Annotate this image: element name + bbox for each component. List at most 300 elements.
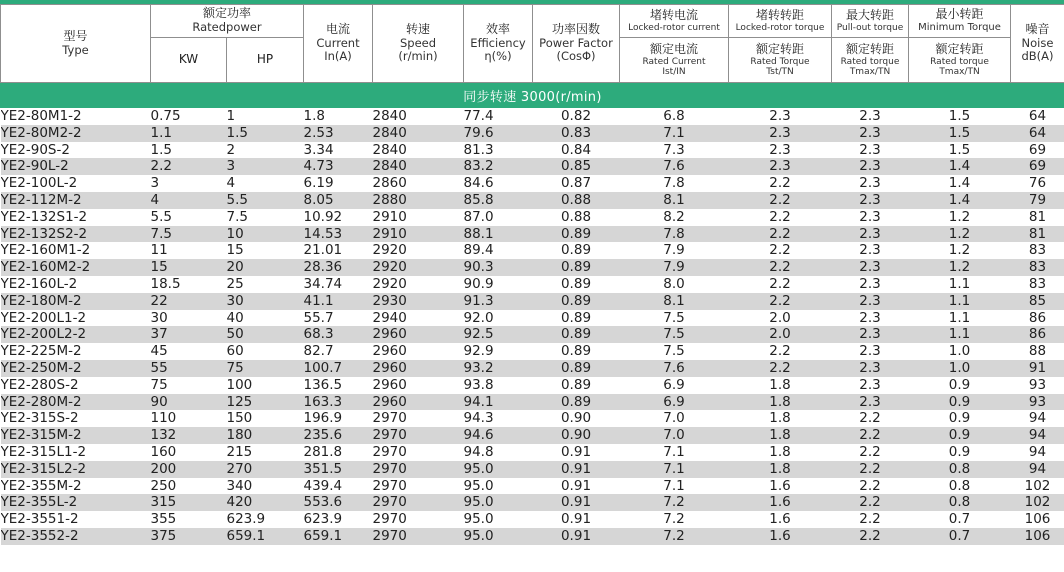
cell-tmin-tn: 0.9: [909, 377, 1011, 394]
cell-ist-in: 7.2: [620, 511, 729, 528]
header-locked-current: [620, 5, 729, 38]
cell-speed: 2910: [373, 209, 464, 226]
cell-power-factor: 0.89: [533, 343, 620, 360]
cell-tmin-tn: 0.7: [909, 528, 1011, 545]
cell-tmin-tn: 0.8: [909, 478, 1011, 495]
cell-power-factor: 0.88: [533, 209, 620, 226]
cell-ist-in: 7.5: [620, 343, 729, 360]
cell-current: 41.1: [304, 293, 373, 310]
cell-ist-in: 8.0: [620, 276, 729, 293]
cell-kw: 110: [151, 410, 227, 427]
cell-kw: 18.5: [151, 276, 227, 293]
cell-noise: 88: [1011, 343, 1064, 360]
cell-hp: 180: [227, 427, 304, 444]
cell-hp: 1: [227, 108, 304, 125]
cell-efficiency: 92.0: [464, 310, 533, 327]
header-max-torque: [832, 5, 909, 38]
cell-efficiency: 93.2: [464, 360, 533, 377]
cell-efficiency: 88.1: [464, 226, 533, 243]
cell-power-factor: 0.89: [533, 310, 620, 327]
cell-efficiency: 95.0: [464, 528, 533, 545]
cell-kw: 250: [151, 478, 227, 495]
cell-tmin-tn: 1.2: [909, 209, 1011, 226]
cell-hp: 420: [227, 494, 304, 511]
header-min-torque-zh: 最小转距: [935, 7, 984, 22]
table-row: [1, 209, 1064, 226]
cell-efficiency: 90.3: [464, 259, 533, 276]
cell-current: 82.7: [304, 343, 373, 360]
header-efficiency-zh: 效率: [485, 22, 510, 37]
cell-tst-tn: 2.2: [729, 242, 832, 259]
cell-speed: 2840: [373, 108, 464, 125]
cell-current: 34.74: [304, 276, 373, 293]
cell-type: YE2-90S-2: [1, 142, 151, 159]
cell-current: 2.53: [304, 125, 373, 142]
cell-ist-in: 6.9: [620, 394, 729, 411]
cell-efficiency: 92.9: [464, 343, 533, 360]
cell-power-factor: 0.83: [533, 125, 620, 142]
cell-type: YE2-132S1-2: [1, 209, 151, 226]
cell-hp: 60: [227, 343, 304, 360]
cell-tmin-tn: 0.8: [909, 461, 1011, 478]
header-rated-current-zh: 额定电流: [649, 41, 698, 56]
cell-kw: 15: [151, 259, 227, 276]
cell-ist-in: 7.6: [620, 158, 729, 175]
cell-ist-in: 7.8: [620, 175, 729, 192]
cell-hp: 7.5: [227, 209, 304, 226]
cell-kw: 1.5: [151, 142, 227, 159]
cell-power-factor: 0.89: [533, 259, 620, 276]
cell-noise: 76: [1011, 175, 1064, 192]
cell-type: YE2-225M-2: [1, 343, 151, 360]
cell-hp: 20: [227, 259, 304, 276]
table-row: [1, 125, 1064, 142]
table-row: [1, 108, 1064, 125]
table-row: [1, 326, 1064, 343]
cell-type: YE2-90L-2: [1, 158, 151, 175]
cell-efficiency: 89.4: [464, 242, 533, 259]
table-row: [1, 528, 1064, 545]
cell-power-factor: 0.89: [533, 326, 620, 343]
table-row: [1, 410, 1064, 427]
cell-tmin-tn: 0.9: [909, 444, 1011, 461]
cell-noise: 91: [1011, 360, 1064, 377]
cell-power-factor: 0.89: [533, 276, 620, 293]
cell-tmax-tn: 2.3: [832, 158, 909, 175]
cell-ist-in: 8.1: [620, 293, 729, 310]
cell-type: YE2-200L2-2: [1, 326, 151, 343]
header-ratedpower-zh: 额定功率: [202, 6, 251, 21]
cell-power-factor: 0.91: [533, 478, 620, 495]
cell-kw: 355: [151, 511, 227, 528]
cell-ist-in: 7.8: [620, 226, 729, 243]
cell-power-factor: 0.89: [533, 360, 620, 377]
header-min-torque-en: Minimum Torque: [918, 22, 1001, 34]
cell-tst-tn: 2.2: [729, 192, 832, 209]
cell-efficiency: 95.0: [464, 494, 533, 511]
cell-current: 351.5: [304, 461, 373, 478]
cell-tst-tn: 1.8: [729, 427, 832, 444]
header-max-torque-en: Pull-out torque: [836, 22, 904, 33]
cell-noise: 93: [1011, 394, 1064, 411]
header-min-torque: [909, 5, 1011, 38]
table-row: [1, 343, 1064, 360]
cell-current: 10.92: [304, 209, 373, 226]
cell-type: YE2-160M2-2: [1, 259, 151, 276]
cell-speed: 2960: [373, 377, 464, 394]
cell-noise: 79: [1011, 192, 1064, 209]
header-locked-current-en: Locked-rotor current: [628, 22, 720, 33]
cell-tst-tn: 2.2: [729, 276, 832, 293]
header-rated-torque-tst-en: Rated Torque: [750, 56, 810, 67]
header-locked-torque: [729, 5, 832, 38]
header-rated-torque-tst-zh: 额定转距: [755, 41, 804, 56]
cell-hp: 659.1: [227, 528, 304, 545]
cell-tmin-tn: 0.7: [909, 511, 1011, 528]
cell-noise: 83: [1011, 259, 1064, 276]
cell-power-factor: 0.89: [533, 293, 620, 310]
cell-current: 14.53: [304, 226, 373, 243]
cell-tmax-tn: 2.3: [832, 242, 909, 259]
cell-tst-tn: 1.6: [729, 528, 832, 545]
header-noise-en: Noise: [1021, 36, 1054, 51]
cell-current: 100.7: [304, 360, 373, 377]
cell-power-factor: 0.82: [533, 108, 620, 125]
cell-ist-in: 7.1: [620, 444, 729, 461]
header-rated-current: [620, 38, 729, 83]
cell-efficiency: 91.3: [464, 293, 533, 310]
cell-noise: 86: [1011, 310, 1064, 327]
table-row: [1, 293, 1064, 310]
cell-tmin-tn: 0.9: [909, 410, 1011, 427]
cell-noise: 106: [1011, 528, 1064, 545]
cell-efficiency: 79.6: [464, 125, 533, 142]
cell-noise: 106: [1011, 511, 1064, 528]
cell-power-factor: 0.89: [533, 226, 620, 243]
cell-kw: 7.5: [151, 226, 227, 243]
cell-noise: 93: [1011, 377, 1064, 394]
cell-current: 21.01: [304, 242, 373, 259]
cell-type: YE2-315S-2: [1, 410, 151, 427]
table-row: [1, 427, 1064, 444]
cell-power-factor: 0.91: [533, 444, 620, 461]
cell-efficiency: 94.8: [464, 444, 533, 461]
cell-noise: 83: [1011, 242, 1064, 259]
cell-kw: 375: [151, 528, 227, 545]
cell-current: 1.8: [304, 108, 373, 125]
cell-current: 3.34: [304, 142, 373, 159]
cell-hp: 2: [227, 142, 304, 159]
cell-noise: 64: [1011, 125, 1064, 142]
header-hp: HP: [227, 38, 304, 83]
cell-current: 8.05: [304, 192, 373, 209]
cell-tmax-tn: 2.3: [832, 175, 909, 192]
cell-tmax-tn: 2.3: [832, 310, 909, 327]
cell-kw: 2.2: [151, 158, 227, 175]
cell-speed: 2970: [373, 528, 464, 545]
cell-kw: 90: [151, 394, 227, 411]
header-rated-torque-tmin: [909, 38, 1011, 83]
cell-tst-tn: 1.6: [729, 494, 832, 511]
cell-hp: 125: [227, 394, 304, 411]
table-row: [1, 242, 1064, 259]
cell-efficiency: 81.3: [464, 142, 533, 159]
cell-efficiency: 94.3: [464, 410, 533, 427]
cell-ist-in: 7.2: [620, 494, 729, 511]
cell-noise: 94: [1011, 444, 1064, 461]
cell-hp: 5.5: [227, 192, 304, 209]
cell-tmax-tn: 2.2: [832, 478, 909, 495]
header-type-en: Type: [62, 42, 89, 57]
cell-efficiency: 94.1: [464, 394, 533, 411]
cell-hp: 100: [227, 377, 304, 394]
cell-power-factor: 0.84: [533, 142, 620, 159]
cell-ist-in: 7.3: [620, 142, 729, 159]
cell-tmax-tn: 2.2: [832, 494, 909, 511]
cell-tmin-tn: 1.5: [909, 142, 1011, 159]
cell-kw: 75: [151, 377, 227, 394]
cell-tmin-tn: 1.0: [909, 343, 1011, 360]
cell-tmin-tn: 1.1: [909, 326, 1011, 343]
cell-tst-tn: 1.8: [729, 461, 832, 478]
cell-tst-tn: 2.0: [729, 310, 832, 327]
cell-efficiency: 85.8: [464, 192, 533, 209]
cell-speed: 2840: [373, 158, 464, 175]
table-row: [1, 142, 1064, 159]
cell-power-factor: 0.89: [533, 377, 620, 394]
cell-speed: 2920: [373, 259, 464, 276]
cell-efficiency: 87.0: [464, 209, 533, 226]
cell-tst-tn: 2.3: [729, 142, 832, 159]
cell-current: 136.5: [304, 377, 373, 394]
cell-noise: 94: [1011, 410, 1064, 427]
header-rated-torque-tst-unit: Tst/TN: [766, 66, 794, 77]
cell-noise: 69: [1011, 158, 1064, 175]
cell-kw: 30: [151, 310, 227, 327]
cell-kw: 200: [151, 461, 227, 478]
cell-power-factor: 0.85: [533, 158, 620, 175]
cell-type: YE2-315L2-2: [1, 461, 151, 478]
cell-ist-in: 7.9: [620, 242, 729, 259]
cell-kw: 132: [151, 427, 227, 444]
header-noise-zh: 噪音: [1025, 22, 1050, 37]
header-ratedpower-en: Ratedpower: [192, 20, 262, 35]
table-row: [1, 461, 1064, 478]
cell-hp: 30: [227, 293, 304, 310]
cell-tmax-tn: 2.3: [832, 125, 909, 142]
cell-speed: 2920: [373, 242, 464, 259]
cell-tmin-tn: 0.9: [909, 427, 1011, 444]
cell-tmax-tn: 2.3: [832, 142, 909, 159]
header-locked-torque-zh: 堵转转距: [755, 7, 804, 22]
header-power-factor: [533, 5, 620, 83]
cell-type: YE2-280M-2: [1, 394, 151, 411]
cell-efficiency: 77.4: [464, 108, 533, 125]
cell-current: 196.9: [304, 410, 373, 427]
cell-hp: 1.5: [227, 125, 304, 142]
header-type: [1, 5, 151, 83]
header-type-zh: 型号: [63, 28, 88, 43]
cell-tst-tn: 1.8: [729, 444, 832, 461]
table-row: [1, 377, 1064, 394]
cell-kw: 0.75: [151, 108, 227, 125]
cell-tmax-tn: 2.3: [832, 192, 909, 209]
header-rated-current-en: Rated Current: [642, 56, 706, 67]
cell-speed: 2970: [373, 427, 464, 444]
cell-ist-in: 8.1: [620, 192, 729, 209]
cell-type: YE2-200L1-2: [1, 310, 151, 327]
cell-ist-in: 6.8: [620, 108, 729, 125]
cell-noise: 86: [1011, 326, 1064, 343]
cell-noise: 102: [1011, 478, 1064, 495]
cell-current: 235.6: [304, 427, 373, 444]
cell-kw: 1.1: [151, 125, 227, 142]
cell-kw: 4: [151, 192, 227, 209]
cell-ist-in: 7.9: [620, 259, 729, 276]
cell-tst-tn: 2.2: [729, 293, 832, 310]
table-row: [1, 226, 1064, 243]
cell-efficiency: 95.0: [464, 478, 533, 495]
header-noise: [1011, 5, 1064, 83]
cell-speed: 2860: [373, 175, 464, 192]
cell-tmin-tn: 1.4: [909, 158, 1011, 175]
header-speed: [373, 5, 464, 83]
cell-tmax-tn: 2.2: [832, 410, 909, 427]
cell-speed: 2840: [373, 142, 464, 159]
cell-current: 6.19: [304, 175, 373, 192]
cell-power-factor: 0.90: [533, 427, 620, 444]
cell-kw: 11: [151, 242, 227, 259]
header-rated-torque-tst: [729, 38, 832, 83]
cell-tst-tn: 2.3: [729, 158, 832, 175]
cell-current: 68.3: [304, 326, 373, 343]
table-row: [1, 175, 1064, 192]
cell-tst-tn: 1.8: [729, 410, 832, 427]
cell-kw: 315: [151, 494, 227, 511]
cell-tst-tn: 2.3: [729, 108, 832, 125]
cell-power-factor: 0.91: [533, 461, 620, 478]
cell-hp: 25: [227, 276, 304, 293]
motor-spec-table: [0, 4, 1064, 545]
cell-tmin-tn: 1.1: [909, 276, 1011, 293]
cell-speed: 2910: [373, 226, 464, 243]
cell-ist-in: 7.6: [620, 360, 729, 377]
cell-tmin-tn: 1.2: [909, 259, 1011, 276]
header-rated-torque-tmax-unit: Tmax/TN: [849, 66, 891, 77]
cell-tmin-tn: 1.2: [909, 226, 1011, 243]
cell-speed: 2840: [373, 125, 464, 142]
cell-tst-tn: 1.6: [729, 478, 832, 495]
cell-kw: 22: [151, 293, 227, 310]
cell-speed: 2970: [373, 461, 464, 478]
cell-tmin-tn: 1.2: [909, 242, 1011, 259]
cell-type: YE2-160M1-2: [1, 242, 151, 259]
cell-hp: 150: [227, 410, 304, 427]
cell-noise: 81: [1011, 209, 1064, 226]
cell-tmax-tn: 2.3: [832, 108, 909, 125]
cell-tmax-tn: 2.3: [832, 326, 909, 343]
header-current-zh: 电流: [325, 22, 350, 37]
cell-current: 439.4: [304, 478, 373, 495]
cell-type: YE2-132S2-2: [1, 226, 151, 243]
cell-speed: 2920: [373, 276, 464, 293]
cell-tst-tn: 2.2: [729, 175, 832, 192]
cell-efficiency: 90.9: [464, 276, 533, 293]
cell-type: YE2-315L1-2: [1, 444, 151, 461]
cell-speed: 2960: [373, 394, 464, 411]
cell-ist-in: 7.5: [620, 310, 729, 327]
cell-tmax-tn: 2.2: [832, 528, 909, 545]
cell-kw: 5.5: [151, 209, 227, 226]
header-efficiency-unit: η(%): [484, 49, 512, 64]
cell-tst-tn: 2.2: [729, 343, 832, 360]
header-ratedpower: [151, 5, 304, 38]
header-current: [304, 5, 373, 83]
table-row: [1, 511, 1064, 528]
header-locked-current-zh: 堵转电流: [649, 7, 698, 22]
cell-hp: 50: [227, 326, 304, 343]
cell-tmin-tn: 1.5: [909, 125, 1011, 142]
header-efficiency: [464, 5, 533, 83]
table-row: [1, 478, 1064, 495]
table-row: [1, 494, 1064, 511]
cell-tst-tn: 1.8: [729, 377, 832, 394]
cell-speed: 2960: [373, 360, 464, 377]
cell-tmax-tn: 2.2: [832, 461, 909, 478]
cell-hp: 340: [227, 478, 304, 495]
cell-hp: 75: [227, 360, 304, 377]
cell-tmax-tn: 2.3: [832, 360, 909, 377]
table-row: [1, 158, 1064, 175]
cell-ist-in: 7.1: [620, 478, 729, 495]
cell-tmax-tn: 2.3: [832, 209, 909, 226]
cell-type: YE2-355M-2: [1, 478, 151, 495]
cell-speed: 2970: [373, 511, 464, 528]
cell-tmax-tn: 2.3: [832, 259, 909, 276]
cell-tst-tn: 2.2: [729, 209, 832, 226]
table-row: [1, 192, 1064, 209]
cell-hp: 270: [227, 461, 304, 478]
cell-type: YE2-80M1-2: [1, 108, 151, 125]
cell-power-factor: 0.91: [533, 511, 620, 528]
cell-kw: 3: [151, 175, 227, 192]
cell-ist-in: 7.2: [620, 528, 729, 545]
header-rated-torque-tmin-en: Rated torque: [930, 56, 989, 67]
cell-current: 28.36: [304, 259, 373, 276]
header-power-factor-en: Power Factor: [539, 36, 613, 51]
cell-efficiency: 94.6: [464, 427, 533, 444]
header-rated-torque-tmin-zh: 额定转距: [935, 41, 984, 56]
cell-type: YE2-160L-2: [1, 276, 151, 293]
cell-noise: 94: [1011, 427, 1064, 444]
cell-tmax-tn: 2.3: [832, 377, 909, 394]
cell-tst-tn: 1.6: [729, 511, 832, 528]
cell-tst-tn: 2.3: [729, 125, 832, 142]
cell-power-factor: 0.88: [533, 192, 620, 209]
cell-tmin-tn: 0.8: [909, 494, 1011, 511]
cell-current: 553.6: [304, 494, 373, 511]
cell-speed: 2960: [373, 326, 464, 343]
table-row: [1, 444, 1064, 461]
table-row: [1, 360, 1064, 377]
header-speed-zh: 转速: [405, 22, 430, 37]
section-header: [1, 83, 1064, 109]
cell-tst-tn: 2.0: [729, 326, 832, 343]
cell-tmax-tn: 2.2: [832, 511, 909, 528]
cell-speed: 2960: [373, 343, 464, 360]
cell-current: 55.7: [304, 310, 373, 327]
cell-tmin-tn: 1.1: [909, 310, 1011, 327]
